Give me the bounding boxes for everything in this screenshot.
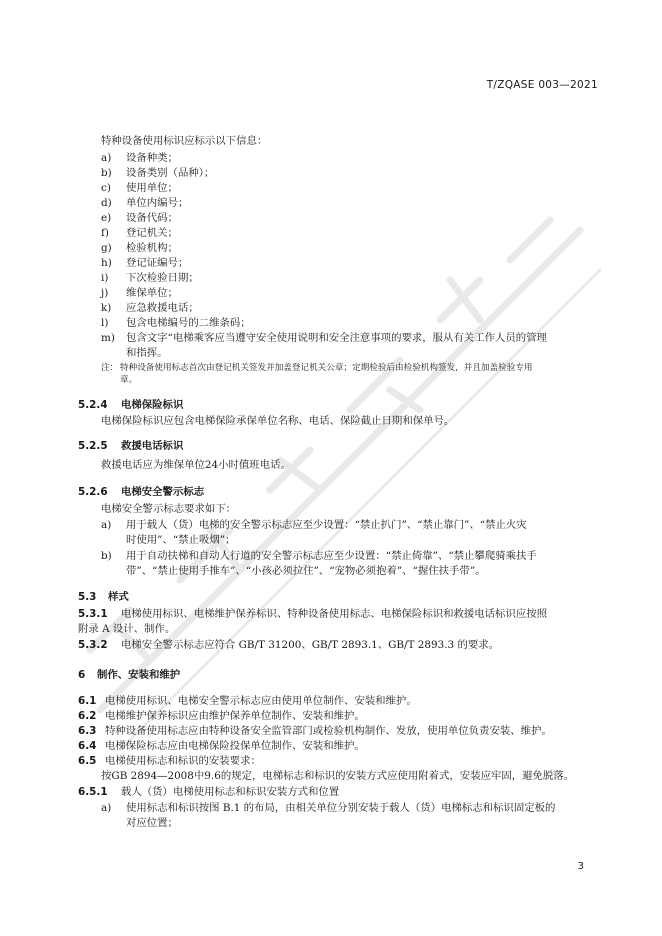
clause-text: 电梯使用标志和标识的安装要求：	[105, 755, 261, 767]
clause-6-2	[78, 709, 365, 723]
list-item	[101, 181, 178, 195]
list-text: 用于载人（货）电梯的安全警示标志应至少设置：“禁止扒门”、“禁止靠门”、“禁止火灾	[126, 519, 527, 531]
list-item-continuation: 和指挥。	[126, 347, 168, 359]
note-label: 注：	[101, 363, 119, 373]
paragraph: 按GB 2894—2008中9.6的规定，电梯标志和标识的安装方式应使用附着式，安装应牢固，避免脱落。	[101, 770, 575, 782]
clause-number: 6.2	[78, 710, 97, 722]
list-text: 包含文字“电梯乘客应当遵守安全使用说明和安全注意事项的要求，服从有关工作人员的管理	[126, 332, 547, 344]
list-item	[101, 226, 178, 240]
list-text: 设备种类；	[126, 152, 178, 164]
list-marker: a)	[101, 519, 112, 531]
list-text: 设备代码；	[126, 212, 178, 224]
clause-text: 电梯维护保养标识应由维护保养单位制作、安装和维护。	[105, 710, 365, 722]
section-number: 6	[78, 669, 86, 681]
clause-number: 5.3.2	[78, 639, 108, 651]
list-marker: k)	[101, 302, 112, 314]
list-item	[101, 196, 188, 210]
list-item	[101, 166, 214, 180]
clause-6-1	[78, 694, 417, 708]
note-text-line2: 章。	[120, 375, 138, 385]
list-text: 单位内编号；	[126, 197, 189, 209]
list-text: 下次检验日期；	[126, 272, 199, 284]
list-marker: e)	[101, 212, 112, 224]
list-marker: j)	[101, 287, 109, 299]
list-marker: d)	[101, 197, 112, 209]
section-heading-5-3	[78, 588, 129, 603]
list-marker: m)	[101, 332, 115, 344]
section-number: 5.3	[78, 591, 97, 603]
intro-text: 特种设备使用标识应标示以下信息：	[101, 135, 268, 147]
list-text: 用于自动扶梯和自动人行道的安全警示标志应至少设置：“禁止倚靠”、“禁止攀爬骑乘扶手	[126, 550, 537, 562]
list-text: 使用标志和标识按图 B.1 的布局，由相关单位分别安装于载人（货）电梯标志和标识固定板的	[126, 802, 556, 814]
section-title: 制作、安装和维护	[97, 669, 181, 681]
paragraph: 救援电话应为维保单位24小时值班电话。	[101, 459, 291, 471]
list-item	[101, 211, 178, 225]
section-number: 5.2.4	[78, 399, 108, 411]
list-marker: c)	[101, 182, 111, 194]
clause-continuation: 附录 A 设计、制作。	[78, 623, 176, 635]
clause-text: 特种设备使用标志应由特种设备安全监管部门或检验机构制作、发放，使用单位负责安装、维护。	[105, 725, 552, 737]
section-title: 救援电话标识	[121, 440, 184, 452]
list-item	[101, 286, 178, 300]
section-heading-5-2-6	[78, 483, 204, 498]
list-text: 维保单位；	[126, 287, 178, 299]
list-marker: g)	[101, 242, 112, 254]
list-item	[101, 256, 188, 270]
clause-text: 电梯使用标识、电梯安全警示标志应由使用单位制作、安装和维护。	[105, 695, 417, 707]
list-text: 使用单位；	[126, 182, 178, 194]
list-text: 登记机关；	[126, 227, 178, 239]
list-item	[101, 316, 251, 330]
clause-6-3	[78, 724, 552, 738]
clause-5-3-2	[78, 638, 499, 652]
list-item	[101, 549, 537, 563]
clause-text: 电梯保险标志应由电梯保险投保单位制作、安装和维护。	[105, 740, 365, 752]
list-marker: b)	[101, 550, 112, 562]
clause-6-4	[78, 739, 365, 753]
list-marker: a)	[101, 802, 112, 814]
section-heading-6	[78, 666, 180, 681]
list-item	[101, 801, 555, 815]
list-item	[101, 271, 199, 285]
clause-number: 5.3.1	[78, 608, 108, 620]
list-marker: a)	[101, 152, 112, 164]
list-item	[101, 151, 178, 165]
note-text-line1: 特种设备使用标志首次由登记机关签发并加盖登记机关公章；定期检验后由检验机构签发，并且加盖检验专用	[120, 363, 533, 373]
section-heading-5-2-4	[78, 396, 183, 411]
paragraph: 电梯安全警示标志要求如下：	[101, 503, 237, 515]
list-marker: b)	[101, 167, 112, 179]
clause-number: 6.1	[78, 695, 97, 707]
list-text: 登记证编号；	[126, 257, 189, 269]
section-title: 电梯安全警示标志	[121, 486, 205, 498]
clause-text: 电梯使用标识、电梯维护保养标识、特种设备使用标志、电梯保险标识和救援电话标识应按照	[121, 608, 548, 620]
list-text: 包含电梯编号的二维条码；	[126, 317, 251, 329]
list-item	[101, 331, 547, 345]
list-marker: i)	[101, 272, 109, 284]
paragraph: 电梯保险标识应包含电梯保险承保单位名称、电话、保险截止日期和保单号。	[101, 415, 455, 427]
list-text: 检验机构；	[126, 242, 178, 254]
clause-text: 电梯安全警示标志应符合 GB/T 31200、GB/T 2893.1、GB/T 2893.3 的要求。	[121, 639, 500, 651]
clause-number: 6.4	[78, 740, 97, 752]
list-item	[101, 241, 178, 255]
list-text: 设备类别（品种）；	[126, 167, 215, 179]
clause-number: 6.3	[78, 725, 97, 737]
list-item-continuation: 带”、“禁止使用手推车”、“小孩必须拉住”、“宠物必须抱着”、“握住扶手带”。	[126, 565, 486, 577]
list-marker: h)	[101, 257, 112, 269]
clause-6-5	[78, 754, 261, 768]
section-number: 5.2.5	[78, 440, 108, 452]
list-item	[101, 518, 527, 532]
list-item	[101, 301, 199, 315]
section-title: 样式	[108, 591, 129, 603]
document-code: T/ZQASE 003—2021	[486, 79, 598, 91]
section-heading-5-2-5	[78, 437, 183, 452]
list-item-continuation: 时使用”、“禁止吸烟”；	[126, 534, 236, 546]
section-number: 5.2.6	[78, 486, 108, 498]
clause-5-3-1	[78, 607, 547, 621]
page-number: 3	[577, 861, 584, 872]
list-item-continuation: 对应位置；	[126, 817, 178, 829]
list-marker: l)	[101, 317, 109, 329]
list-text: 应急救援电话；	[126, 302, 199, 314]
section-title: 电梯保险标识	[121, 399, 184, 411]
clause-number: 6.5	[78, 755, 97, 767]
clause-6-5-1	[78, 785, 339, 799]
clause-number: 6.5.1	[78, 786, 108, 798]
list-marker: f)	[101, 227, 109, 239]
clause-text: 载人（货）电梯使用标志和标识安装方式和位置	[121, 786, 340, 798]
